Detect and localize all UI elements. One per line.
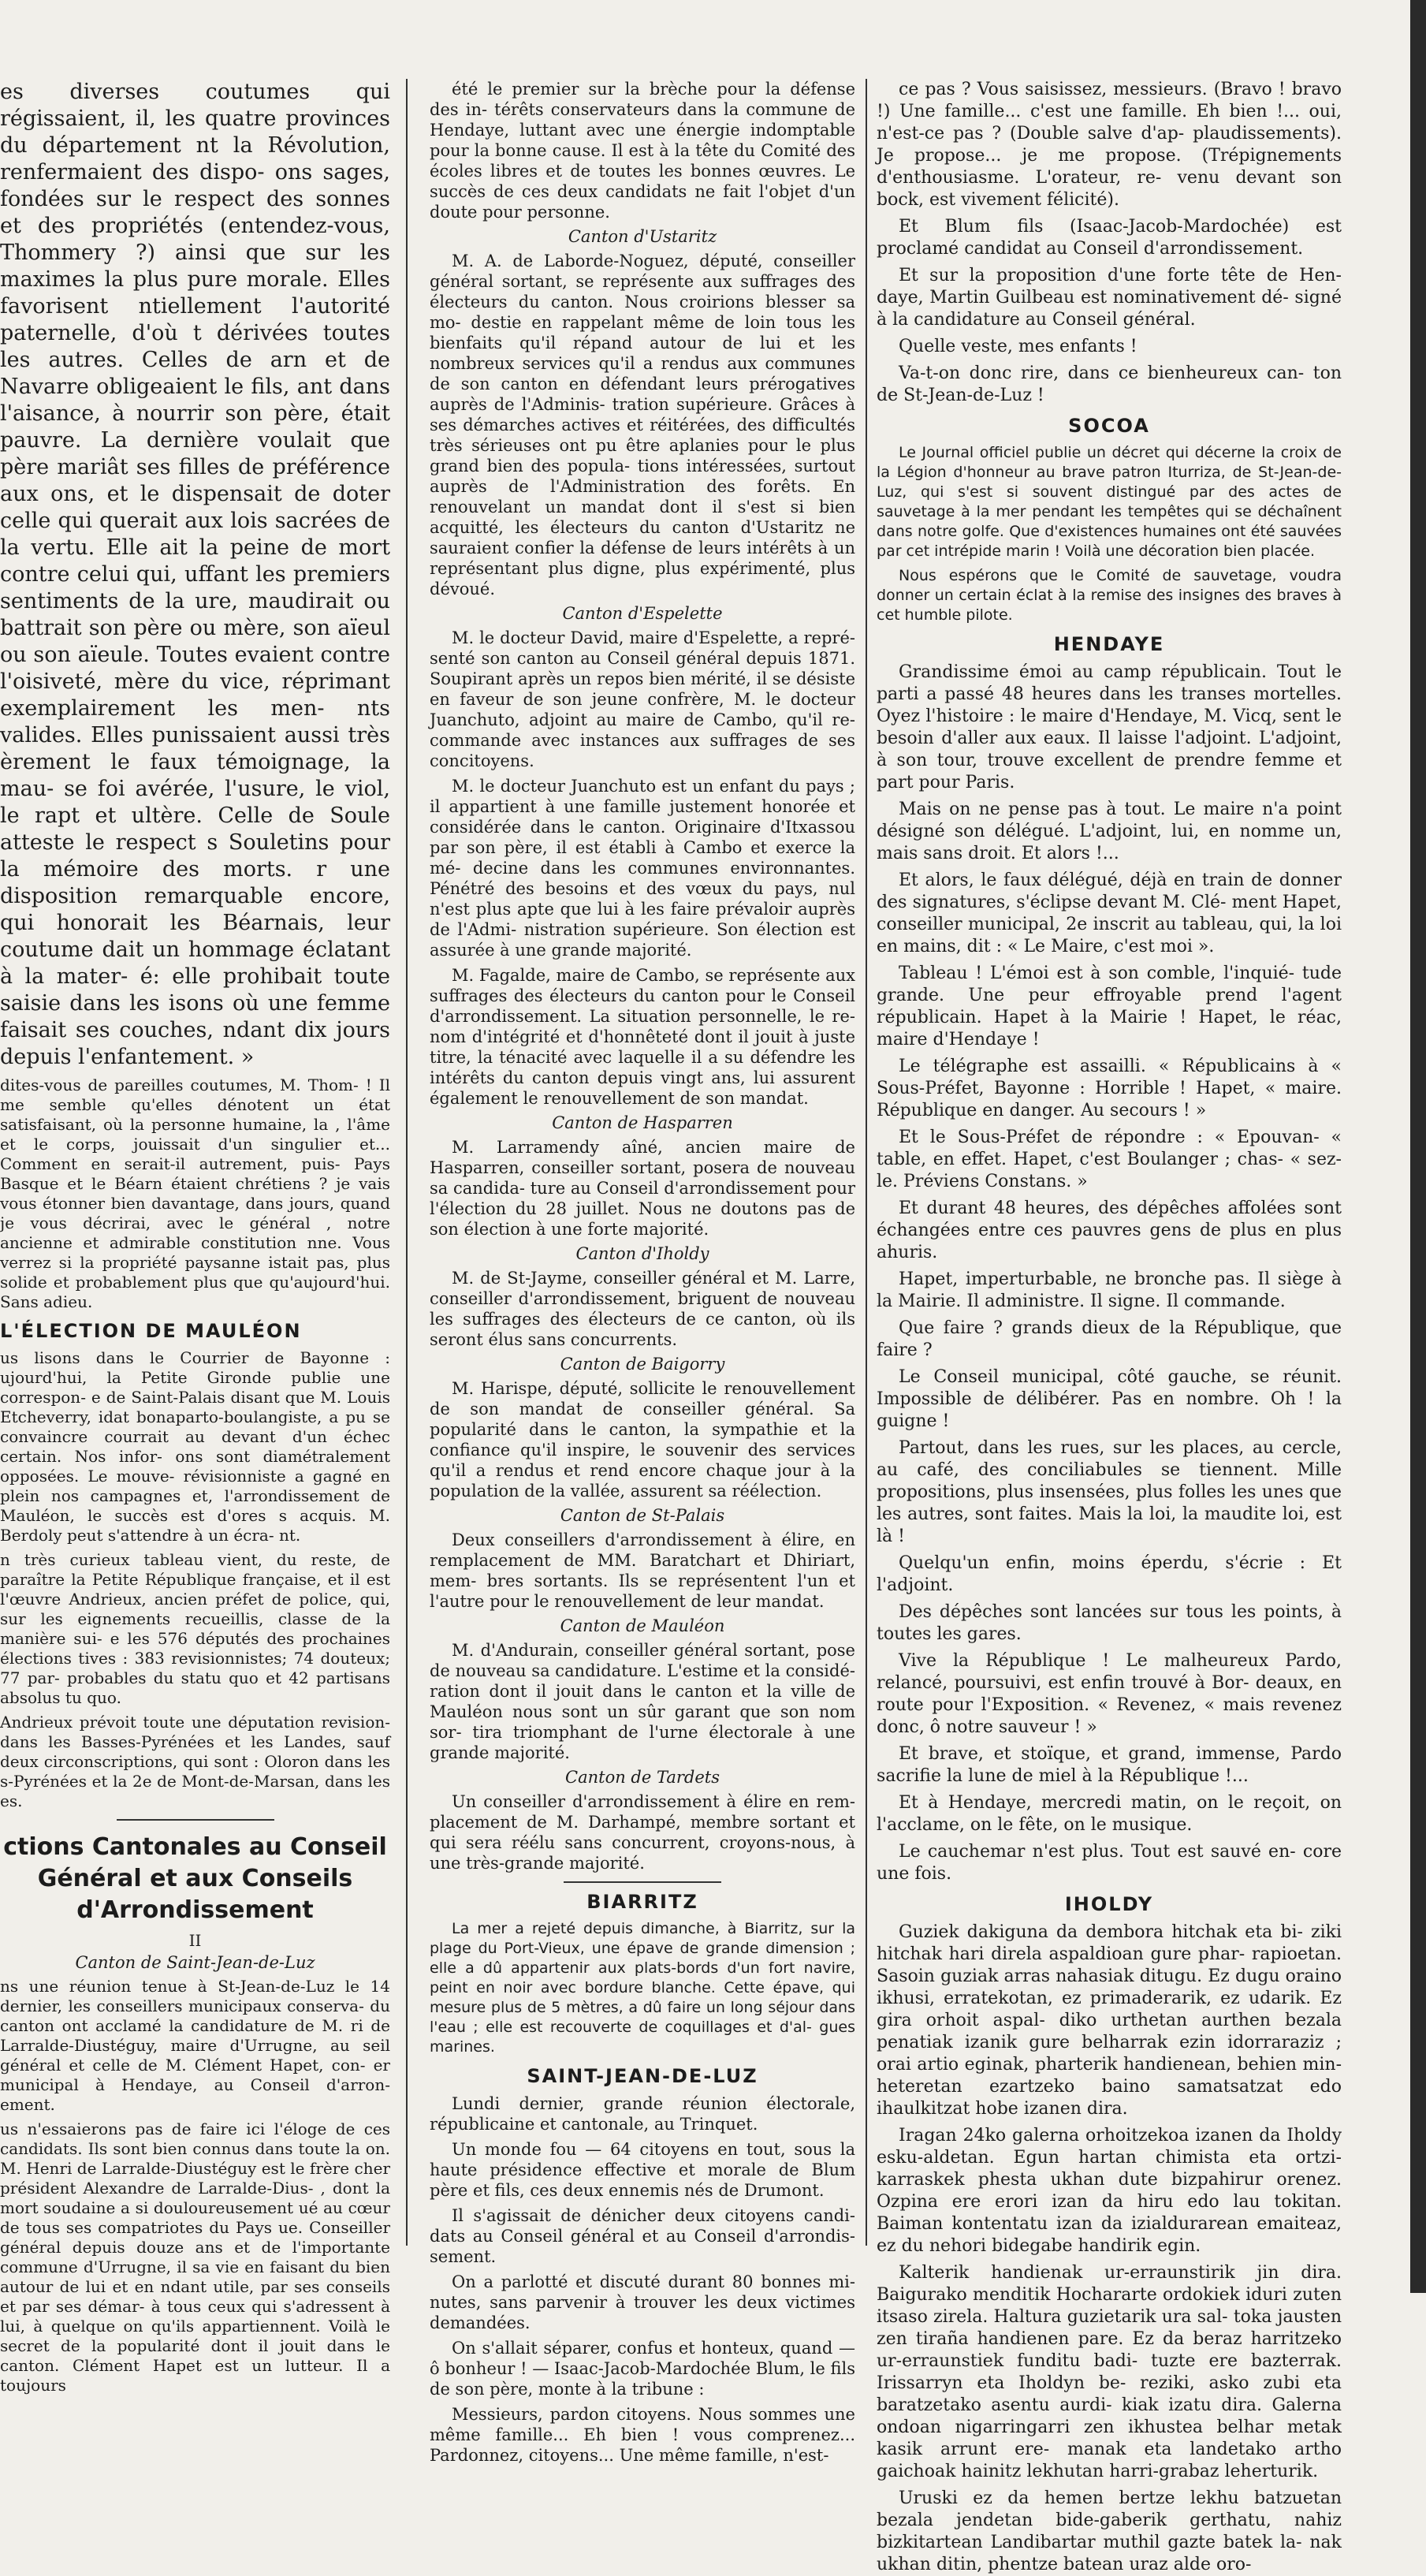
espelette-paragraph-1: M. le docteur David, maire d'Espelette, a repré- senté son canton au Conseil général depuis 1871. Soupirant après un repos bien mérité, il se désiste en faveur de son jeune confrère, M. le docteur Juanchuto, adjoint au maire de Cambo, qu'il re- commande avec instances aux suffrages de ses concitoyens.: [430, 628, 855, 770]
sjl-news-1: Lundi dernier, grande réunion électorale, républicaine et cantonale, au Trinquet.: [430, 2094, 855, 2134]
scan-edge: [1410, 0, 1426, 2293]
sjl-continued-3: Et sur la proposition d'une forte tête de Hen- daye, Martin Guilbeau est nominativement dé- signé à la candidature au Conseil général.: [877, 266, 1342, 330]
sjl-continued-5: Va-t-on donc rire, dans ce bienheureux can- ton de St-Jean-de-Luz !: [877, 363, 1342, 405]
hendaye-paragraph-5: Le télégraphe est assailli. « Républicains à « Sous-Préfet, Bayonne : Horrible ! Hapet, « maire. République en danger. Au secours ! »: [877, 1057, 1342, 1120]
mauleon-paragraph-2: n très curieux tableau vient, du reste, de paraître la Petite République française, et il est l'œuvre Andrieux, ancien préfet de police, qui, sur les eignements recueillis, classe de la manière sui- e les 576 députés des prochaines élections tives : 383 revisionnistes; 74 douteux; 77 par- probables du statu quo et 42 partisans absolus tu quo.: [0, 1550, 390, 1707]
tardets-paragraph: Un conseiller d'arrondissement à élire en rem- placement de M. Darhampé, membre sortant et qui sera réélu sans concurrent, croyons-nous, à une très-grande majorité.: [430, 1792, 855, 1873]
socoa-paragraph-2: Nous espérons que le Comité de sauvetage, voudra donner un certain éclat à la remise des insignes des braves à cet humble pilote.: [877, 567, 1342, 624]
espelette-paragraph-3: M. Fagalde, maire de Cambo, se représente aux suffrages des électeurs du canton pour le Conseil d'arrondissement. La situation personnelle, le re- nom d'intégrité et d'honnêteté dont il jouit à juste titre, la ténacité avec laquelle il a su défendre les intérêts du canton depuis vingt ans, lui assurent également le renouvellement de son mandat.: [430, 966, 855, 1108]
divider: [117, 1819, 274, 1821]
hendaye-paragraph-9: Que faire ? grands dieux de la République, que faire ?: [877, 1318, 1342, 1360]
sjl-news-4: On a parlotté et discuté durant 80 bonnes mi- nutes, sans parvenir à trouver les deux victimes demandées.: [430, 2272, 855, 2332]
hendaye-paragraph-8: Hapet, imperturbable, ne bronche pas. Il siège à la Mairie. Il administre. Il signe. Il commande.: [877, 1269, 1342, 1311]
sjl-heading: SAINT-JEAN-DE-LUZ: [527, 2065, 758, 2087]
sjl-body: [0, 1977, 390, 2395]
mauleon-election-body: [0, 1348, 390, 1811]
socoa-heading: SOCOA: [1068, 415, 1150, 437]
hasparren-paragraph: M. Larramendy aîné, ancien maire de Hasparren, conseiller sortant, posera de nouveau sa candida- ture au Conseil d'arrondissement pour l'élection du 28 juillet. Nous ne doutons pas de son élection à une forte majorité.: [430, 1138, 855, 1239]
hendaye-paragraph-1: Grandissime émoi au camp républicain. Tout le parti a passé 48 heures dans les transes mortelles. Oyez l'histoire : le maire d'Hendaye, M. Vicq, sent le besoin d'aller aux eaux. Il laisse l'adjoint. L'adjoint, à son tour, trouve excellent de prendre femme et part pour Paris.: [877, 662, 1342, 792]
iholdy-paragraph-3: Kalterik handienak ur-erraunstirik jin dira. Baigurako menditik Hochararte ordokiek iduri zuten itsaso zirela. Haltura guzietarik ura sal- toka jausten zen tiraña handienen pare. Ez da beraz harritzeko ur-erraunstiek funditu badi- tuzte ere bazterrak. Irissarryn eta Iholdyn be- reziki, asko zubi eta baratzetako asentu aurdi- kiak izatu dira. Galerna ondoan nigarringarri zen ikhustea belhar metak kasik arrunt ere- manak eta landetako artho gaichoak hainitz lekhutan harri-grabaz leherturik.: [877, 2263, 1342, 2481]
socoa-paragraph-1: Le Journal officiel publie un décret qui décerne la croix de la Légion d'honneur au brave patron Iturriza, de St-Jean-de-Luz, qui s'est si souvent distingué par des actes de sauvetage à la mer pendant les tempêtes qui se déchaînent dans notre golfe. Que d'existences humaines ont été sauvées par cet intrépide marin ! Voilà une décoration bien placée.: [877, 444, 1342, 560]
comment-paragraph: dites-vous de pareilles coutumes, M. Thom- ! Il me semble qu'elles dénotent un état satisfaisant, où la personne humaine, la , l'âme et le corps, jouissait d'un singulier et... Comment en serait-il autrement, puis- Pays Basque et le Béarn étaient chrétiens ? je vais vous étonner bien davantage, dans jours, quand je vous décrirai, avec le général , notre ancienne et admirable constitution nne. Vous verrez si la propriété paysanne istait pas, plus solide et probablement plus que qu'aujourd'hui. Sans adieu.: [0, 1076, 390, 1311]
iholdy-heading: IHOLDY: [1064, 1893, 1154, 1915]
canton-heading-mauleon: Canton de Mauléon: [560, 1616, 725, 1635]
iholdy-paragraph-2: Iragan 24ko galerna orhoitzekoa izanen da Iholdy esku-aldetan. Egun hartan chimista eta ortzi-karraskek phesta ukhan dute bizpahirur orenez. Ozpina ere erori izan da hiru edo lau tokitan. Baiman kontentatu izan da izialdurarean emaiteaz, ez du nehori bidegabe handirik egin.: [877, 2126, 1342, 2256]
iholdy-paragraph-1: Guziek dakiguna da dembora hitchak eta bi- ziki hitchak hari direla aspaldioan gure phar- rapioetan. Sasoin guziak arras nahasiak ditugu. Ez dugu oraino ikhusi, erratekotan, ez primaderarik, ez udarik. Ez gira orhoit aspal- diko urthetan aurthen bezala penatiak izanik gure belharrak ezin idorraraziz ; orai artio eginak, pharterik handienean, behien min- heteretan ezartzeko baino samatsatzat edo ihaulkitzat hobe izanen dira.: [877, 1922, 1342, 2119]
hendaye-paragraph-3: Et alors, le faux délégué, déjà en train de donner des signatures, s'éclipse devant M. Clé- ment Hapet, conseiller municipal, 2e inscrit au tableau, qui, la loi en mains, dit : « Le Maire, c'est moi ».: [877, 870, 1342, 956]
hendaye-paragraph-12: Quelqu'un enfin, moins éperdu, s'écrie : Et l'adjoint.: [877, 1553, 1342, 1595]
mauleon-paragraph-3: Andrieux prévoit toute une députation revision- dans les Basses-Pyrénées et les Landes, sauf deux circonscriptions, qui sont : Oloron dans les s-Pyrénées et la 2e de Mont-de-Marsan, dans les es.: [0, 1713, 390, 1810]
hendaye-paragraph-16: Et à Hendaye, mercredi matin, on le reçoit, on l'acclame, on le fête, on le musique.: [877, 1793, 1342, 1835]
hendaye-paragraph-10: Le Conseil municipal, côté gauche, se réunit. Impossible de délibérer. Pas en nombre. Oh ! la guigne !: [877, 1367, 1342, 1431]
iholdy-paragraph-4: Uruski ez da hemen bertze lekhu batzuetan bezala jendetan bide-gaberik gerthatu, nahiz bizkitartean Landibartar muthil gazte batek la- nak ukhan ditin, phentze batean uraz alde oro-: [877, 2488, 1342, 2574]
sjl-paragraph-2: us n'essaierons pas de faire ici l'éloge de ces candidats. Ils sont bien connus dans toute la on. M. Henri de Larralde-Diustéguy est le frère cher président Alexandre de Larralde-Dius- , dont la mort soudaine a si douloureusement ué au cœur de tous ses compatriotes du Pays ue. Conseiller général depuis douze ans et de l'importante commune d'Urrugne, il sa vie en faisant du bien autour de lui et en ndant utile, par ses conseils et par ses démar- à tous ceux qui s'adressent à lui, à quelque on qu'ils appartiennent. Voilà le secret de la popularité dont il jouit dans le canton. Clément Hapet est un lutteur. Il a toujours: [0, 2119, 390, 2395]
hendaye-paragraph-7: Et durant 48 heures, des dépêches affolées sont échangées entre ces pauvres gens de plus en plus ahuris.: [877, 1199, 1342, 1262]
canton-heading-baigorry: Canton de Baigorry: [560, 1355, 725, 1374]
sjl-news-5: On s'allait séparer, confus et honteux, quand — ô bonheur ! — Isaac-Jacob-Mardochée Blum, le fils de son père, monte à la tribune :: [430, 2339, 855, 2399]
mauleon-election-heading: L'ÉLECTION DE MAULÉON: [0, 1320, 302, 1342]
canton-heading-ustaritz: Canton d'Ustaritz: [568, 227, 717, 246]
column-rule: [406, 79, 408, 2246]
hendaye-paragraph-6: Et le Sous-Préfet de répondre : « Epouvan- « table, en effet. Hapet, c'est Boulanger ; chas- « sez-le. Préviens Constans. »: [877, 1128, 1342, 1191]
sjl-continued-1: ce pas ? Vous saisissez, messieurs. (Bravo ! bravo !) Une famille... c'est une famille. Eh bien !... oui, n'est-ce pas ? (Double salve d'ap- plaudissements). Je propose... je me propose. (Trépignements d'enthousiasme. L'orateur, re- venu devant son bock, est vivement félicité).: [877, 80, 1342, 210]
stpalais-paragraph: Deux conseillers d'arrondissement à élire, en remplacement de MM. Baratchart et Dhiriart, mem- bres sortants. Ils se représentent l'un et l'autre pour le renouvellement de leur mandat.: [430, 1530, 855, 1611]
divider: [564, 1881, 721, 1883]
hendaye-paragraph-4: Tableau ! L'émoi est à son comble, l'inquié- tude grande. Une peur effroyable prend l'agent républicain. Hapet à la Mairie ! Hapet, le réac, maire d'Hendaye !: [877, 964, 1342, 1049]
column-1: [0, 79, 390, 2395]
canton-heading-iholdy: Canton d'Iholdy: [575, 1244, 709, 1263]
column-3: [877, 79, 1342, 2574]
column-2: [430, 79, 855, 2465]
hendaye-heading: HENDAYE: [1053, 633, 1165, 655]
sjl-continued-2: Et Blum fils (Isaac-Jacob-Mardochée) est proclamé candidat au Conseil d'arrondissement.: [877, 217, 1342, 259]
espelette-paragraph-2: M. le docteur Juanchuto est un enfant du pays ; il appartient à une famille justement honorée et considérée dans le canton. Originaire d'Itxassou par son père, il est établi à Cambo et exerce la mé- decine dans les communes environnantes. Pénétré des besoins et des vœux du pays, nul n'est plus apte que lui à les faire prévaloir auprès de l'Admi- nistration supérieure. Son élection est assurée à une grande majorité.: [430, 777, 855, 960]
sjl-news-3: Il s'agissait de dénicher deux citoyens candi- dats au Conseil général et au Conseil d'arrondis- sement.: [430, 2206, 855, 2266]
hendaye-paragraph-13: Des dépêches sont lancées sur tous les points, à toutes les gares.: [877, 1602, 1342, 1644]
section-number: II: [188, 1931, 202, 1950]
canton-heading-espelette: Canton d'Espelette: [562, 604, 723, 623]
canton-heading-stpalais: Canton de St-Palais: [560, 1506, 725, 1525]
hapet-paragraph: été le premier sur la brèche pour la défense des in- térêts conservateurs dans la commune de Hendaye, luttant avec une énergie indomptable pour la bonne cause. Il est à la tête du Comité des écoles libres et de toutes les bonnes œuvres. Le succès de ces deux candidats ne fait l'objet d'un doute pour personne.: [430, 80, 855, 222]
canton-heading-hasparren: Canton de Hasparren: [552, 1113, 733, 1132]
comment-block: [0, 1076, 390, 1312]
canton-heading-tardets: Canton de Tardets: [565, 1768, 720, 1787]
iholdy-canton-paragraph: M. de St-Jayme, conseiller général et M. Larre, conseiller d'arrondissement, briguent de nouveau les suffrages des électeurs de ce canton, où ils seront élus sans concurrents.: [430, 1269, 855, 1349]
hendaye-paragraph-17: Le cauchemar n'est plus. Tout est sauvé en- core une fois.: [877, 1842, 1342, 1884]
hendaye-paragraph-11: Partout, dans les rues, sur les places, au cercle, au café, des conciliabules se tiennent. Mille propositions, plus insensées, plus folles les unes que les autres, sont faites. Mais la loi, la maudite loi, est là !: [877, 1438, 1342, 1546]
mauleon-canton-paragraph: M. d'Andurain, conseiller général sortant, pose de nouveau sa candidature. L'estime et la considé- ration dont il jouit dans le canton et la ville de Mauléon nous sont un sûr garant que son nom sor- tira triomphant de l'urne électorale à une grande majorité.: [430, 1641, 855, 1762]
mauleon-paragraph-1: us lisons dans le Courrier de Bayonne : ujourd'hui, la Petite Gironde publie une correspon- e de Saint-Palais disant que M. Louis Etcheverry, idat bonaparto-boulangiste, a pu se convaincre courrait au devant d'un échec certain. Nos infor- ons sont diamétralement opposées. Le mouve- révisionniste a gagné en plein nos campagnes et, l'arrondissement de Mauléon, le succès est d'ores s acquis. M. Berdoly peut s'attendre à un écra- nt.: [0, 1348, 390, 1545]
hendaye-paragraph-15: Et brave, et stoïque, et grand, immense, Pardo sacrifie la lune de miel à la République !...: [877, 1744, 1342, 1786]
sjl-continued-4: Quelle veste, mes enfants !: [899, 337, 1137, 356]
sjl-news-2: Un monde fou — 64 citoyens en tout, sous la haute présidence effective et morale de Blum père et fils, ces deux ennemis nés de Drumont.: [430, 2140, 855, 2200]
hendaye-paragraph-14: Vive la République ! Le malheureux Pardo, relancé, poursuivi, est enfin trouvé à Bor- deaux, en route pour l'Exposition. « Revenez, « mais revenez donc, ô notre sauveur ! »: [877, 1651, 1342, 1737]
baigorry-paragraph: M. Harispe, député, sollicite le renouvellement de son mandat de conseiller général. Sa popularité dans le canton, la sympathie et la confiance qu'il inspire, le souvenir des services qu'il a rendus et rend encore chaque jour à la population de la vallée, assurent sa réélection.: [430, 1379, 855, 1500]
column-rule: [866, 79, 867, 2246]
ustaritz-paragraph: M. A. de Laborde-Noguez, député, conseiller général sortant, se représente aux suffrages des électeurs du canton. Nous croirions blesser sa mo- destie en rappelant même de loin tous les bienfaits qu'il répand autour de lui et les nombreux services qu'il a rendus aux communes de son canton en défendant leurs prérogatives auprès de l'Adminis- tration supérieure. Grâces à ses démarches actives et réitérées, des difficultés très sérieuses ont pu être aplanies pour le plus grand bien des popula- tions intéressées, surtout auprès de l'Administration des forêts. En renouvelant un mandat dont il s'est si bien acquitté, les électeurs du canton d'Ustaritz ne sauraient confier la défense de leurs intérêts à un représentant plus digne, plus expérimenté, plus dévoué.: [430, 252, 855, 598]
biarritz-heading: BIARRITZ: [586, 1891, 698, 1913]
sjl-paragraph-1: ns une réunion tenue à St-Jean-de-Luz le 14 dernier, les conseillers municipaux conserva- du canton ont acclamé la candidature de M. ri de Larralde-Diustéguy, maire d'Urrugne, au seil général et celle de M. Clément Hapet, con- er municipal à Hendaye, au Conseil d'arron- ement.: [0, 1977, 390, 2114]
sjl-news-6: Messieurs, pardon citoyens. Nous sommes une même famille... Eh bien ! vous comprenez... Pardonnez, citoyens... Une même famille, n'est-: [430, 2405, 855, 2465]
hendaye-paragraph-2: Mais on ne pense pas à tout. Le maire n'a point désigné son délégué. L'adjoint, lui, en nomme un, mais sans droit. Et alors !...: [877, 800, 1342, 863]
coutumes-paragraph: es diverses coutumes qui régissaient, il, les quatre provinces du département nt la Révolution, renfermaient des dispo- ons sages, fondées sur le respect des sonnes et des propriétés (entendez-vous, Thommery ?) ainsi que sur les maximes la plus pure morale. Elles favorisent ntiellement l'autorité paternelle, d'où t dérivées toutes les autres. Celles de arn et de Navarre obligeaient le fils, ant dans l'aisance, à nourrir son père, était pauvre. La dernière voulait que père mariât ses filles de préférence aux ons, et le dispensait de doter celle qui querait aux lois sacrées de la vertu. Elle ait la peine de mort contre celui qui, uffant les premiers sentiments de la ure, maudirait ou battrait son père ou mère, son aïeul ou son aïeule. Toutes evaient contre l'oisiveté, mère du vice, réprimant exemplairement les men- nts valides. Elles punissaient aussi très èrement le faux témoignage, la mau- se foi avérée, l'usure, le viol, le rapt et ultère. Celle de Soule atteste le respect s Souletins pour la mémoire des morts. r une disposition remarquable encore, qui honorait les Béarnais, leur coutume dait un hommage éclatant à la mater- é: elle prohibait toute saisie dans les isons où une femme faisait ses couches, ndant dix jours depuis l'enfantement. »: [0, 80, 390, 1069]
canton-heading-sjl: Canton de Saint-Jean-de-Luz: [75, 1953, 315, 1972]
biarritz-paragraph: La mer a rejeté depuis dimanche, à Biarritz, sur la plage du Port-Vieux, une épave de grande dimension ; elle a dû appartenir aux plats-bords d'un fort navire, peint en noir avec bordure blanche. Cette épave, qui mesure plus de 5 mètres, a dû faire un long séjour dans l'eau ; elle est recouverte de coquillages et d'al- gues marines.: [430, 1920, 855, 2056]
elections-heading: ctions Cantonales au Conseil Général et aux Conseils d'Arrondissement: [3, 1833, 387, 1924]
